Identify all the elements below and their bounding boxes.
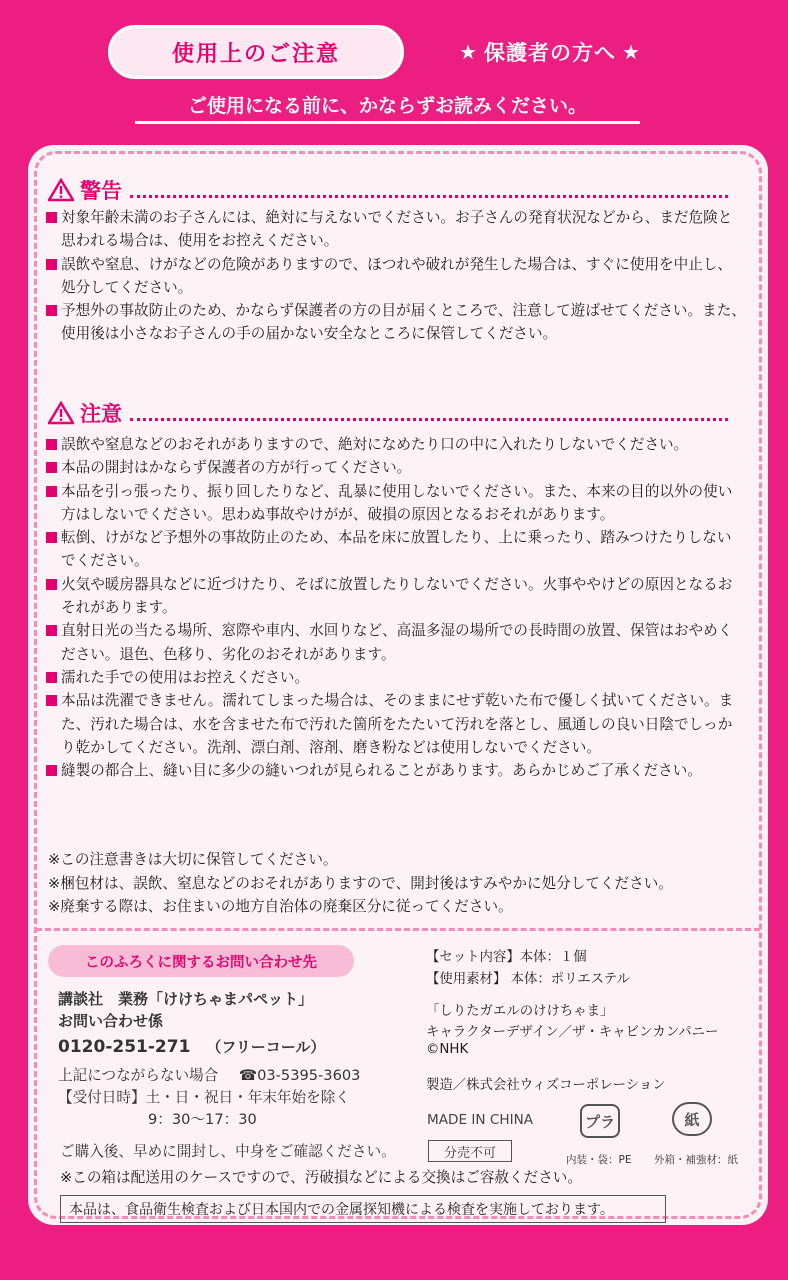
list-item: 本品の開封はかならず保護者の方が行ってください。 — [46, 456, 746, 479]
reception-hours: 9：30〜17：30 — [148, 1111, 257, 1128]
usage-notes-title-text: 使用上のご注意 — [171, 41, 340, 67]
alt-contact — [58, 1064, 360, 1085]
list-item: 火気や暖房器具などに近づけたり、そばに放置したりしないでください。火事ややけどの原因となるおそれがあります。 — [46, 573, 746, 620]
set-contents: 【セット内容】本体：１個 — [426, 950, 587, 965]
caution-heading — [48, 398, 728, 428]
not-for-sale-label: 分売不可 — [428, 1140, 512, 1162]
general-notes — [48, 848, 748, 919]
usage-notes-title — [108, 25, 404, 79]
copyright: ©NHK — [426, 1042, 469, 1057]
guardian-banner — [430, 34, 670, 70]
star-icon: ★ — [459, 40, 478, 64]
list-item: 誤飲や窒息などのおそれがありますので、絶対になめたり口の中に入れたりしないでください。 — [46, 433, 746, 456]
section-divider — [36, 928, 760, 931]
note-line: ※梱包材は、誤飲、窒息などのおそれがありますので、開封後はすみやかに処分してください。 — [48, 874, 673, 892]
list-item: 本品は洗濯できません。濡れてしまった場合は、そのままにせず乾いた布で優しく拭いてください。また、汚れた場合は、水を含ませた布で汚れた箇所をたたいて汚れを落とし、風通しの良い日陰でしっかり乾かしてください。洗剤、漂白剤、溶剤、磨き粉などは使用しないでください。 — [46, 689, 746, 759]
contact-org: 講談社 業務「けけちゃまパペット」 — [58, 990, 314, 1008]
warning-heading-text: 警告 — [80, 179, 122, 203]
phone-note: （フリーコール） — [206, 1038, 326, 1056]
shipping-note: ※この箱は配送用のケースですので、汚破損などによる交換はご容赦ください。 — [60, 1169, 582, 1186]
character-design: キャラクターデザイン／ザ・キャビンカンパニー — [426, 1025, 719, 1040]
contact-desk: お問い合わせ係 — [58, 1012, 164, 1030]
paper-label: 外箱・補強材：紙 — [654, 1154, 738, 1166]
caution-heading-text: 注意 — [80, 402, 122, 426]
warning-icon — [48, 178, 74, 202]
warning-icon — [48, 401, 74, 425]
note-line: ※廃棄する際は、お住まいの地方自治体の廃棄区分に従ってください。 — [48, 898, 513, 915]
check-contents-note: ご購入後、早めに開封し、中身をご確認ください。 — [60, 1143, 396, 1160]
caution-list — [46, 433, 746, 782]
warning-heading — [48, 175, 728, 205]
dotted-rule — [130, 406, 728, 421]
list-item: 対象年齢未満のお子さんには、絶対に与えないでください。お子さんの発育状況などから、まだ危険と思われる場合は、使用をお控えください。 — [46, 206, 746, 253]
alt-phone: ☎03-5395-3603 — [238, 1067, 361, 1084]
phone-number: 0120-251-271 — [58, 1037, 191, 1057]
guardian-text: 保護者の方へ — [484, 41, 616, 65]
inspection-box: 本品は、食品衛生検査および日本国内での金属探知機による検査を実施しております。 — [60, 1195, 666, 1223]
read-before-use-subtitle: ご使用になる前に、かならずお読みください。 — [135, 88, 640, 124]
list-item: 本品を引っ張ったり、振り回したりなど、乱暴に使用しないでください。また、本来の目的以外の使い方はしないでください。思わぬ事故やけがが、破損の原因となるおそれがあります。 — [46, 480, 746, 527]
paper-recycle-icon: 紙 — [672, 1102, 712, 1136]
plastic-recycle-icon: プラ — [580, 1104, 620, 1138]
dotted-rule — [130, 183, 728, 198]
list-item: 直射日光の当たる場所、窓際や車内、水回りなど、高温多湿の場所での長時間の放置、保管はおやめください。退色、色移り、劣化のおそれがあります。 — [46, 619, 746, 666]
material: 【使用素材】 本体：ポリエステル — [426, 972, 630, 987]
list-item: 誤飲や窒息、けがなどの危険がありますので、ほつれや破れが発生した場合は、すぐに使用を中止し、処分してください。 — [46, 253, 746, 300]
list-item: 縫製の都合上、縫い目に多少の縫いつれが見られることがあります。あらかじめご了承ください。 — [46, 759, 746, 782]
warning-list — [46, 206, 746, 346]
product-title: 「しりたガエルのけけちゃま」 — [426, 1004, 614, 1019]
manufacturer: 製造／株式会社ウィズコーポレーション — [426, 1078, 666, 1093]
alt-label: 上記につながらない場合 — [58, 1067, 219, 1084]
contact-heading: このふろくに関するお問い合わせ先 — [48, 945, 354, 977]
list-item: 転倒、けがなど予想外の事故防止のため、本品を床に放置したり、上に乗ったり、踏みつけたりしないでください。 — [46, 526, 746, 573]
star-icon: ★ — [622, 40, 641, 64]
note-line: ※この注意書きは大切に保管してください。 — [48, 851, 338, 868]
reception-hours-label: 【受付日時】土・日・祝日・年末年始を除く — [58, 1089, 350, 1106]
made-in: MADE IN CHINA — [427, 1112, 534, 1128]
list-item: 予想外の事故防止のため、かならず保護者の方の目が届くところで、注意して遊ばせてください。また、使用後は小さなお子さんの手の届かない安全なところに保管してください。 — [46, 299, 746, 346]
plastic-label: 内装・袋：PE — [566, 1154, 632, 1166]
free-call-number — [58, 1036, 325, 1057]
list-item: 濡れた手での使用はお控えください。 — [46, 666, 746, 689]
